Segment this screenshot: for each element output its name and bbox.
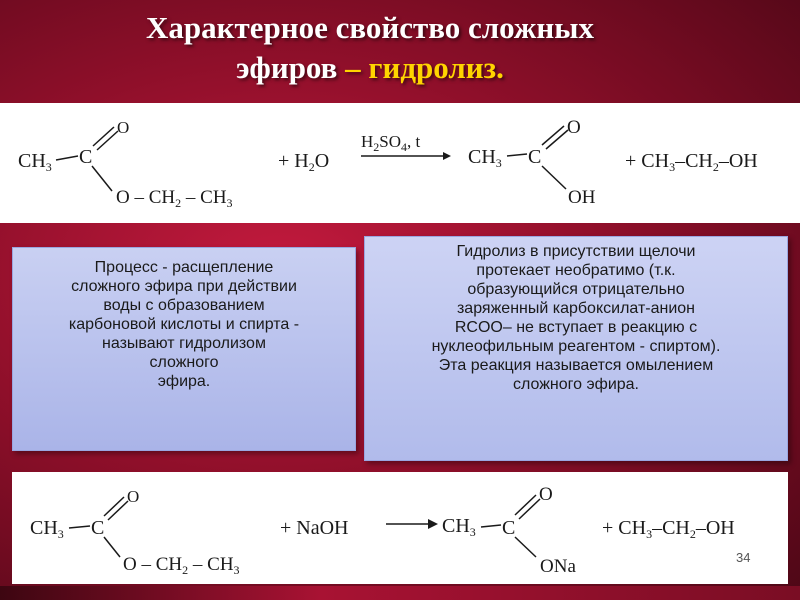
ester-tail: O – $CH_2 - CH_3$ xyxy=(116,187,233,210)
definition-line: называют гидролизом xyxy=(102,335,266,352)
salt-carbonyl-oxygen: O xyxy=(539,484,553,505)
acid-hydroxyl: OH xyxy=(568,187,596,208)
alkaline-line: сложного эфира. xyxy=(512,376,639,393)
ester-ch3: $CH_3$ xyxy=(18,150,52,174)
ester-carbon: C xyxy=(91,517,105,539)
acid-carbonyl-oxygen: O xyxy=(567,117,581,138)
ester-ch3: $CH_3$ xyxy=(30,517,64,541)
ester-c-o-bond xyxy=(92,166,112,191)
page-number: 34 xyxy=(736,550,751,565)
alkaline-line: протекает необратимо (т.к. xyxy=(476,262,676,279)
ester-double-bond-a xyxy=(104,497,124,516)
salt-ona-group: ONa xyxy=(540,556,576,577)
definition-line: эфира. xyxy=(157,373,211,390)
salt-c-ch3-bond xyxy=(481,525,501,527)
title-highlight: гидролиз. xyxy=(368,50,504,85)
slide-title xyxy=(40,8,700,88)
reaction-arrow-head xyxy=(428,519,438,529)
alkaline-line: нуклеофильным реагентом - спиртом). xyxy=(431,338,721,355)
definition-line: карбоновой кислоты и спирта - xyxy=(68,316,300,333)
definition-line: воды с образованием xyxy=(103,297,265,314)
catalyst-label: $H_2SO_4$, t xyxy=(361,132,421,154)
acid-hydrolysis-panel xyxy=(0,103,800,223)
alkaline-hydrolysis-box xyxy=(364,236,788,461)
reaction-arrow-head xyxy=(443,152,451,160)
alkaline-line: RCOO– не вступает в реакцию с xyxy=(454,319,698,336)
ester-carbonyl-oxygen: O xyxy=(127,487,140,506)
salt-carbon: C xyxy=(502,517,516,539)
definition-line: сложного эфира при действии xyxy=(71,278,297,295)
sodium-hydroxide-reagent: + NaOH xyxy=(280,517,349,539)
ester-c-ch3-bond xyxy=(56,156,78,160)
ester-c-o-bond xyxy=(104,537,120,557)
acid-c-ch3-bond xyxy=(507,154,527,156)
saponification-equation xyxy=(12,472,788,584)
alkaline-line: Эта реакция называется омылением xyxy=(438,357,714,374)
salt-c-ona-bond xyxy=(515,537,536,557)
ester-carbonyl-oxygen: O xyxy=(117,118,130,137)
salt-ch3: $CH_3$ xyxy=(442,515,476,539)
footer-bar xyxy=(0,586,800,600)
ethanol-product: + $CH_3-CH_2-OH$ xyxy=(602,517,735,541)
ester-tail: O – $CH_2 - CH_3$ xyxy=(123,554,240,577)
acid-c-oh-bond xyxy=(542,166,566,189)
definition-line: Процесс - расщепление xyxy=(94,259,274,276)
acid-carbon: C xyxy=(528,146,542,168)
alkaline-line: образующийся отрицательно xyxy=(467,281,685,298)
saponification-panel xyxy=(12,472,788,584)
ester-double-bond-b xyxy=(108,501,128,520)
title-dash: – xyxy=(337,50,369,85)
title-line-1: Характерное свойство сложных xyxy=(146,10,594,45)
alkaline-line: Гидролиз в присутствии щелочи xyxy=(456,243,696,260)
definition-line: сложного xyxy=(149,354,219,371)
water-reagent: + $H_2O$ xyxy=(278,150,330,174)
alkaline-line: заряженный карбоксилат-анион xyxy=(456,300,696,317)
ethanol-product: + $CH_3-CH_2-OH$ xyxy=(625,150,758,174)
definition-box xyxy=(12,247,356,451)
ester-c-ch3-bond xyxy=(69,526,90,528)
acid-ch3: $CH_3$ xyxy=(468,146,502,170)
acid-hydrolysis-equation xyxy=(0,103,800,223)
title-line-2 xyxy=(40,48,700,88)
ester-carbon: C xyxy=(79,146,93,168)
title-word: эфиров xyxy=(236,50,338,85)
